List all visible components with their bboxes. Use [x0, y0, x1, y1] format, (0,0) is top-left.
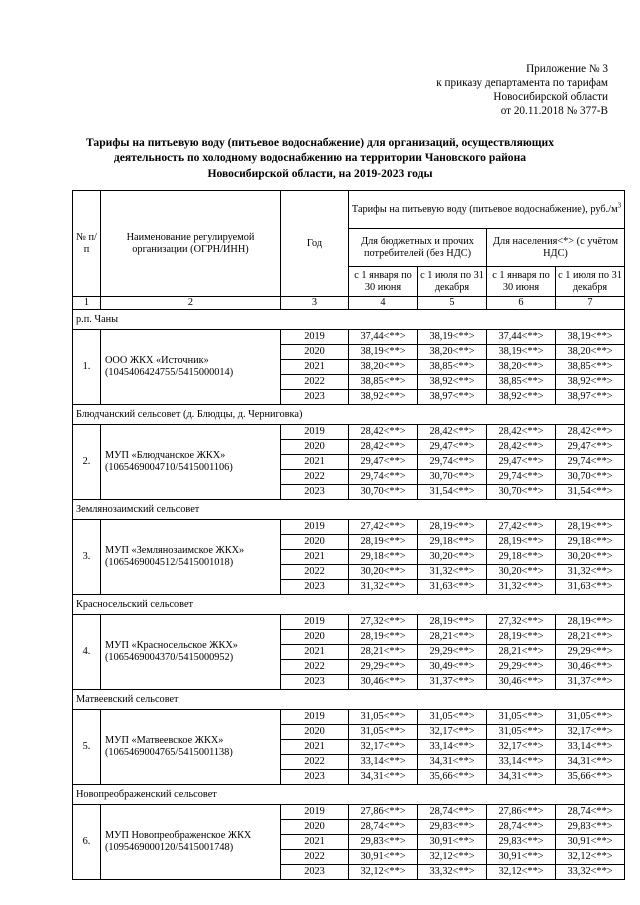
tariff-cell: 33,14<**>: [349, 755, 418, 770]
tariff-cell: 30,46<**>: [487, 675, 556, 690]
tariff-cell: 38,92<**>: [487, 390, 556, 405]
col-header-tariff: Тарифы на питьевую воду (питьевое водоснабжение), $руб./м^3$: [349, 191, 625, 229]
tariff-cell: 37,44<**>: [487, 330, 556, 345]
year-cell: 2021: [281, 740, 349, 755]
title-line-1: Тарифы на питьевую воду (питьевое водоснабжение) для организаций, осуществляющих: [85, 136, 554, 149]
section-name: Блюдчанский сельсовет (д. Блюдцы, д. Черниговка): [73, 405, 625, 425]
tariff-cell: 27,86<**>: [349, 805, 418, 820]
col-header-period-1: с 1 января по 30 июня: [487, 267, 556, 297]
region-name: Новосибирской области: [493, 91, 608, 103]
tariff-cell: 29,83<**>: [556, 820, 625, 835]
table-row: [73, 330, 625, 345]
tariff-cell: 29,47<**>: [418, 440, 487, 455]
tariff-cell: 29,74<**>: [556, 455, 625, 470]
tariff-cell: 29,18<**>: [487, 550, 556, 565]
tariff-cell: 29,83<**>: [418, 820, 487, 835]
tariff-cell: 28,42<**>: [418, 425, 487, 440]
tariff-cell: 28,19<**>: [556, 615, 625, 630]
row-number: 2.: [73, 425, 101, 500]
tariff-cell: 34,31<**>: [487, 770, 556, 785]
tariff-cell: 38,92<**>: [418, 375, 487, 390]
tariff-cell: 30,20<**>: [556, 550, 625, 565]
col-header-budget: Для бюджетных и прочих потребителей (без НДС): [349, 229, 487, 267]
year-cell: 2022: [281, 565, 349, 580]
tariff-cell: 30,91<**>: [556, 835, 625, 850]
tariff-cell: 29,29<**>: [418, 645, 487, 660]
section-name: Матвеевский сельсовет: [73, 690, 625, 710]
year-cell: 2020: [281, 630, 349, 645]
tariff-cell: 33,32<**>: [418, 865, 487, 880]
tariff-cell: 32,12<**>: [349, 865, 418, 880]
tariff-cell: 32,17<**>: [487, 740, 556, 755]
col-header-population: Для населения<*> (с учётом НДС): [487, 229, 625, 267]
tariff-cell: 27,86<**>: [487, 805, 556, 820]
col-header-period-1: с 1 января по 30 июня: [349, 267, 418, 297]
year-cell: 2023: [281, 390, 349, 405]
tariff-cell: 28,42<**>: [349, 440, 418, 455]
tariff-cell: 29,47<**>: [487, 455, 556, 470]
tariff-cell: 33,32<**>: [556, 865, 625, 880]
tariff-cell: 28,42<**>: [487, 440, 556, 455]
tariff-cell: 38,20<**>: [349, 360, 418, 375]
tariff-cell: 30,20<**>: [418, 550, 487, 565]
tariff-cell: 37,44<**>: [349, 330, 418, 345]
section-name: р.п. Чаны: [73, 310, 625, 330]
tariff-cell: 31,05<**>: [487, 725, 556, 740]
tariff-cell: 30,49<**>: [418, 660, 487, 675]
year-cell: 2021: [281, 835, 349, 850]
tariff-cell: 31,05<**>: [349, 725, 418, 740]
col-header-number: № п/п: [73, 191, 101, 297]
year-cell: 2019: [281, 425, 349, 440]
tariff-cell: 29,83<**>: [487, 835, 556, 850]
tariff-cell: 30,70<**>: [418, 470, 487, 485]
tariff-cell: 38,19<**>: [556, 330, 625, 345]
title-line-3: Новосибирской области, на 2019-2023 годы: [207, 166, 433, 180]
tariff-cell: 28,74<**>: [556, 805, 625, 820]
tariff-cell: 33,14<**>: [418, 740, 487, 755]
tariff-cell: 29,29<**>: [487, 660, 556, 675]
tariff-cell: 28,21<**>: [487, 645, 556, 660]
tariff-cell: 30,20<**>: [349, 565, 418, 580]
organization-name: МУП «Матвеевское ЖКХ» (1065469004765/5415001138): [101, 710, 281, 785]
tariff-cell: 29,74<**>: [418, 455, 487, 470]
tariff-cell: 28,19<**>: [418, 520, 487, 535]
tariff-cell: 30,46<**>: [556, 660, 625, 675]
appendix-header: [436, 62, 608, 118]
tariff-cell: 27,42<**>: [487, 520, 556, 535]
year-cell: 2023: [281, 580, 349, 595]
tariff-cell: 38,92<**>: [349, 390, 418, 405]
tariff-cell: 38,85<**>: [556, 360, 625, 375]
order-reference: к приказу департамента по тарифам: [436, 77, 608, 89]
column-number: 5: [418, 297, 487, 310]
year-cell: 2023: [281, 770, 349, 785]
section-header-row: [73, 500, 625, 520]
section-name: Землянозаимский сельсовет: [73, 500, 625, 520]
tariff-cell: 38,85<**>: [487, 375, 556, 390]
tariff-cell: 28,74<**>: [349, 820, 418, 835]
tariff-cell: 30,91<**>: [418, 835, 487, 850]
tariff-cell: 28,21<**>: [556, 630, 625, 645]
tariff-cell: 38,20<**>: [487, 360, 556, 375]
column-number: 6: [487, 297, 556, 310]
tariff-cell: 38,19<**>: [418, 330, 487, 345]
column-number: 7: [556, 297, 625, 310]
year-cell: 2019: [281, 615, 349, 630]
column-number: 2: [101, 297, 281, 310]
column-numbers-row: [73, 297, 625, 310]
tariff-cell: 29,29<**>: [556, 645, 625, 660]
section-header-row: [73, 785, 625, 805]
year-cell: 2019: [281, 520, 349, 535]
section-header-row: [73, 690, 625, 710]
year-cell: 2020: [281, 440, 349, 455]
tariff-cell: 28,19<**>: [487, 535, 556, 550]
tariff-cell: 27,32<**>: [487, 615, 556, 630]
tariff-cell: 32,12<**>: [418, 850, 487, 865]
organization-name: МУП «Красносельское ЖКХ» (1065469004370/5415000952): [101, 615, 281, 690]
tariff-cell: 30,20<**>: [487, 565, 556, 580]
tariff-cell: 27,32<**>: [349, 615, 418, 630]
row-number: 3.: [73, 520, 101, 595]
tariff-cell: 29,29<**>: [349, 660, 418, 675]
tariff-cell: 31,32<**>: [487, 580, 556, 595]
tariff-cell: 38,97<**>: [556, 390, 625, 405]
tariff-cell: 34,31<**>: [556, 755, 625, 770]
tariff-cell: 28,19<**>: [418, 615, 487, 630]
table-row: [73, 520, 625, 535]
col-header-year: Год: [281, 191, 349, 297]
year-cell: 2021: [281, 550, 349, 565]
organization-name: МУП «Землянозаимское ЖКХ» (1065469004512/5415001018): [101, 520, 281, 595]
col-header-organization: Наименование регулируемой организации (ОГРН/ИНН): [101, 191, 281, 297]
tariff-cell: 27,42<**>: [349, 520, 418, 535]
year-cell: 2022: [281, 755, 349, 770]
year-cell: 2020: [281, 725, 349, 740]
section-name: Новопреображенский сельсовет: [73, 785, 625, 805]
organization-name: ООО ЖКХ «Источник» (1045406424755/5415000014): [101, 330, 281, 405]
organization-name: МУП «Блюдчанское ЖКХ» (1065469004710/5415001106): [101, 425, 281, 500]
tariff-cell: 31,32<**>: [556, 565, 625, 580]
tariff-cell: 31,32<**>: [418, 565, 487, 580]
row-number: 6.: [73, 805, 101, 880]
tariff-cell: 38,20<**>: [556, 345, 625, 360]
col-header-period-2: с 1 июля по 31 декабря: [556, 267, 625, 297]
tariff-cell: 35,66<**>: [418, 770, 487, 785]
tariff-cell: 38,20<**>: [418, 345, 487, 360]
tariff-cell: 32,17<**>: [349, 740, 418, 755]
document-title: [70, 135, 570, 181]
tariff-cell: 28,19<**>: [487, 630, 556, 645]
tariff-cell: 31,37<**>: [556, 675, 625, 690]
tariff-cell: 31,63<**>: [418, 580, 487, 595]
tariff-cell: 34,31<**>: [349, 770, 418, 785]
tariff-cell: 33,14<**>: [487, 755, 556, 770]
tariff-cell: 29,18<**>: [418, 535, 487, 550]
year-cell: 2023: [281, 675, 349, 690]
tariff-cell: 32,17<**>: [556, 725, 625, 740]
year-cell: 2021: [281, 455, 349, 470]
tariff-cell: 28,74<**>: [487, 820, 556, 835]
appendix-number: Приложение № 3: [526, 63, 608, 75]
table-row: [73, 425, 625, 440]
section-header-row: [73, 595, 625, 615]
tariff-cell: 29,47<**>: [349, 455, 418, 470]
tariff-cell: 31,05<**>: [418, 710, 487, 725]
year-cell: 2020: [281, 345, 349, 360]
tariff-cell: 31,32<**>: [349, 580, 418, 595]
section-header-row: [73, 405, 625, 425]
tariff-cell: 29,47<**>: [556, 440, 625, 455]
tariff-cell: 38,97<**>: [418, 390, 487, 405]
tariff-cell: 33,14<**>: [556, 740, 625, 755]
table-row: [73, 805, 625, 820]
tariff-cell: 38,19<**>: [349, 345, 418, 360]
tariff-cell: 29,18<**>: [349, 550, 418, 565]
column-number: 3: [281, 297, 349, 310]
year-cell: 2022: [281, 375, 349, 390]
tariff-cell: 34,31<**>: [418, 755, 487, 770]
year-cell: 2020: [281, 535, 349, 550]
tariff-cell: 31,05<**>: [556, 710, 625, 725]
row-number: 1.: [73, 330, 101, 405]
tariff-cell: 28,19<**>: [349, 630, 418, 645]
tariff-cell: 32,12<**>: [487, 865, 556, 880]
tariff-cell: 29,74<**>: [487, 470, 556, 485]
row-number: 5.: [73, 710, 101, 785]
tariff-cell: 31,05<**>: [349, 710, 418, 725]
tariff-cell: 38,85<**>: [418, 360, 487, 375]
year-cell: 2019: [281, 330, 349, 345]
column-number: 4: [349, 297, 418, 310]
tariff-cell: 28,42<**>: [487, 425, 556, 440]
tariff-cell: 28,21<**>: [349, 645, 418, 660]
tariff-cell: 31,37<**>: [418, 675, 487, 690]
tariff-cell: 31,54<**>: [556, 485, 625, 500]
table-row: [73, 710, 625, 725]
tariff-cell: 32,17<**>: [418, 725, 487, 740]
tariff-cell: 31,54<**>: [418, 485, 487, 500]
tariff-cell: 28,74<**>: [418, 805, 487, 820]
tariff-cell: 30,91<**>: [487, 850, 556, 865]
order-date: от 20.11.2018 № 377-В: [500, 105, 608, 117]
organization-name: МУП Новопреображенское ЖКХ (1095469000120/5415001748): [101, 805, 281, 880]
year-cell: 2019: [281, 805, 349, 820]
col-header-period-2: с 1 июля по 31 декабря: [418, 267, 487, 297]
table-row: [73, 615, 625, 630]
tariff-cell: 31,05<**>: [487, 710, 556, 725]
year-cell: 2022: [281, 660, 349, 675]
section-header-row: [73, 310, 625, 330]
tariff-cell: 30,91<**>: [349, 850, 418, 865]
tariff-cell: 32,12<**>: [556, 850, 625, 865]
tariff-cell: 28,42<**>: [556, 425, 625, 440]
section-name: Красносельский сельсовет: [73, 595, 625, 615]
year-cell: 2021: [281, 645, 349, 660]
tariff-cell: 38,19<**>: [487, 345, 556, 360]
year-cell: 2019: [281, 710, 349, 725]
row-number: 4.: [73, 615, 101, 690]
tariff-cell: 30,70<**>: [556, 470, 625, 485]
year-cell: 2020: [281, 820, 349, 835]
tariff-cell: 28,42<**>: [349, 425, 418, 440]
tariff-cell: 28,19<**>: [556, 520, 625, 535]
tariff-cell: 38,85<**>: [349, 375, 418, 390]
year-cell: 2021: [281, 360, 349, 375]
tariff-cell: 28,21<**>: [418, 630, 487, 645]
year-cell: 2022: [281, 470, 349, 485]
year-cell: 2023: [281, 865, 349, 880]
tariff-cell: 28,19<**>: [349, 535, 418, 550]
tariff-cell: 29,74<**>: [349, 470, 418, 485]
tariff-table: [72, 190, 625, 880]
year-cell: 2023: [281, 485, 349, 500]
year-cell: 2022: [281, 850, 349, 865]
tariff-cell: 29,18<**>: [556, 535, 625, 550]
column-number: 1: [73, 297, 101, 310]
title-line-2: деятельность по холодному водоснабжению на территории Чановского района: [113, 151, 527, 165]
tariff-cell: 31,63<**>: [556, 580, 625, 595]
tariff-cell: 38,92<**>: [556, 375, 625, 390]
tariff-cell: 35,66<**>: [556, 770, 625, 785]
tariff-cell: 30,70<**>: [487, 485, 556, 500]
tariff-cell: 30,70<**>: [349, 485, 418, 500]
tariff-cell: 29,83<**>: [349, 835, 418, 850]
tariff-cell: 30,46<**>: [349, 675, 418, 690]
